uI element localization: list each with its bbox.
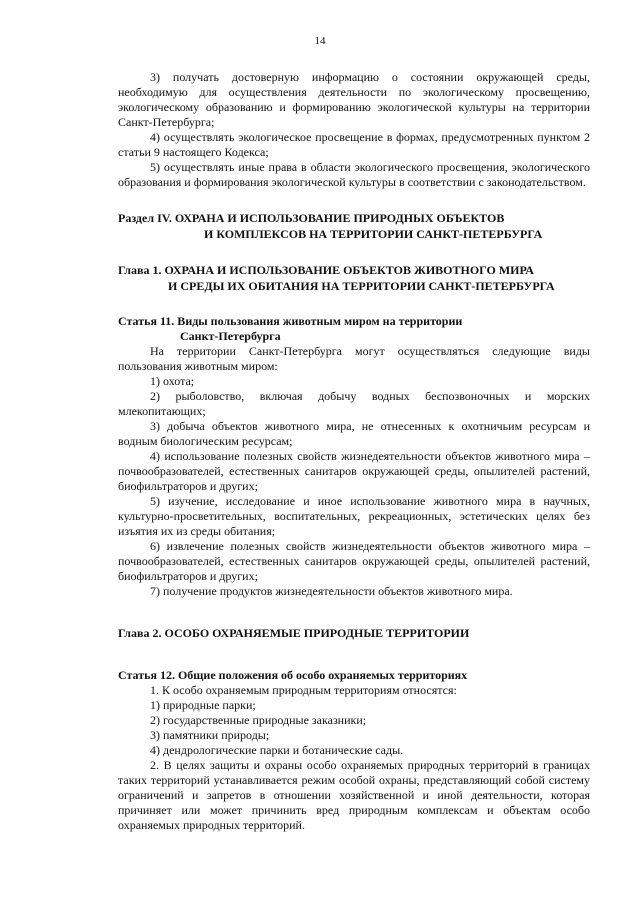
section-heading-line1: Раздел IV. ОХРАНА И ИСПОЛЬЗОВАНИЕ ПРИРОДНЫХ ОБЪЕКТОВ xyxy=(118,211,505,225)
article12-list-item: 4) дендрологические парки и ботанические сады. xyxy=(150,743,404,757)
intro-paragraph: 3) получать достоверную информацию о состоянии окружающей среды, необходимую для осуществления деятельности по экологическому просвещению, экологическому образованию и формированию экологической культуры на территории Санкт-Петербурга; xyxy=(118,70,590,129)
chapter2-heading: Глава 2. ОСОБО ОХРАНЯЕМЫЕ ПРИРОДНЫЕ ТЕРРИТОРИИ xyxy=(118,626,470,640)
page-number: 14 xyxy=(314,35,326,47)
chapter1-heading-line2: И СРЕДЫ ИХ ОБИТАНИЯ НА ТЕРРИТОРИИ САНКТ-ПЕТЕРБУРГА xyxy=(168,279,555,293)
article11-heading-line2: Санкт-Петербурга xyxy=(180,329,281,343)
article12-list-item: 3) памятники природы; xyxy=(150,728,270,742)
article11-list-item: 3) добыча объектов животного мира, не отнесенных к охотничьим ресурсам и водным биологическим ресурсам; xyxy=(118,419,590,448)
article12-paragraph: 1. К особо охраняемым природным территориям относятся: xyxy=(150,683,457,697)
article12-heading: Статья 12. Общие положения об особо охраняемых территориях xyxy=(118,668,468,682)
article11-list-item: 7) получение продуктов жизнедеятельности объектов животного мира. xyxy=(150,584,513,598)
article11-list-item: 5) изучение, исследование и иное использование животного мира в научных, культурно-просветительных, воспитательных, рекреационных, эстетических целях без изъятия их из среды обитания; xyxy=(118,494,590,538)
chapter1-heading xyxy=(118,262,590,294)
section-heading-line2: И КОМПЛЕКСОВ НА ТЕРРИТОРИИ САНКТ-ПЕТЕРБУРГА xyxy=(204,227,543,241)
article11-list-item: 1) охота; xyxy=(150,374,195,388)
article11-list-item: 4) использование полезных свойств жизнедеятельности объектов животного мира – почвообразователей, естественных санитаров окружающей среды, опылителей растений, биофильтраторов и других; xyxy=(118,449,590,493)
article11-heading xyxy=(118,314,590,344)
article11-list-item: 6) извлечение полезных свойств жизнедеятельности объектов животного мира – почвообразователей, естественных санитаров окружающей среды, опылителей растений, биофильтраторов и других; xyxy=(118,539,590,583)
article11-list-item: 2) рыболовство, включая добычу водных беспозвоночных и морских млекопитающих; xyxy=(118,389,590,418)
article12-paragraph: 2. В целях защиты и охраны особо охраняемых природных территорий в границах таких территорий устанавливается режим особой охраны, представляющий собой систему ограничений и запретов в отношении хозяйственной и иной деятельности, которая причиняет или может причинить вред природным комплексам и объектам особо охраняемых природных территорий. xyxy=(118,758,590,832)
section-heading xyxy=(118,210,590,242)
article11-paragraph: На территории Санкт-Петербурга могут осуществляться следующие виды пользования животным миром: xyxy=(118,344,590,373)
article11-heading-line1: Статья 11. Виды пользования животным миром на территории xyxy=(118,314,463,328)
intro-paragraph: 5) осуществлять иные права в области экологического просвещения, экологического образования и формирования экологической культуры в соответствии с законодательством. xyxy=(118,160,590,189)
article12-list-item: 2) государственные природные заказники; xyxy=(150,713,367,727)
article12-list-item: 1) природные парки; xyxy=(150,698,256,712)
chapter1-heading-line1: Глава 1. ОХРАНА И ИСПОЛЬЗОВАНИЕ ОБЪЕКТОВ ЖИВОТНОГО МИРА xyxy=(118,263,534,277)
intro-paragraph: 4) осуществлять экологическое просвещение в формах, предусмотренных пунктом 2 статьи 9 настоящего Кодекса; xyxy=(118,130,590,159)
page-body xyxy=(118,70,590,833)
